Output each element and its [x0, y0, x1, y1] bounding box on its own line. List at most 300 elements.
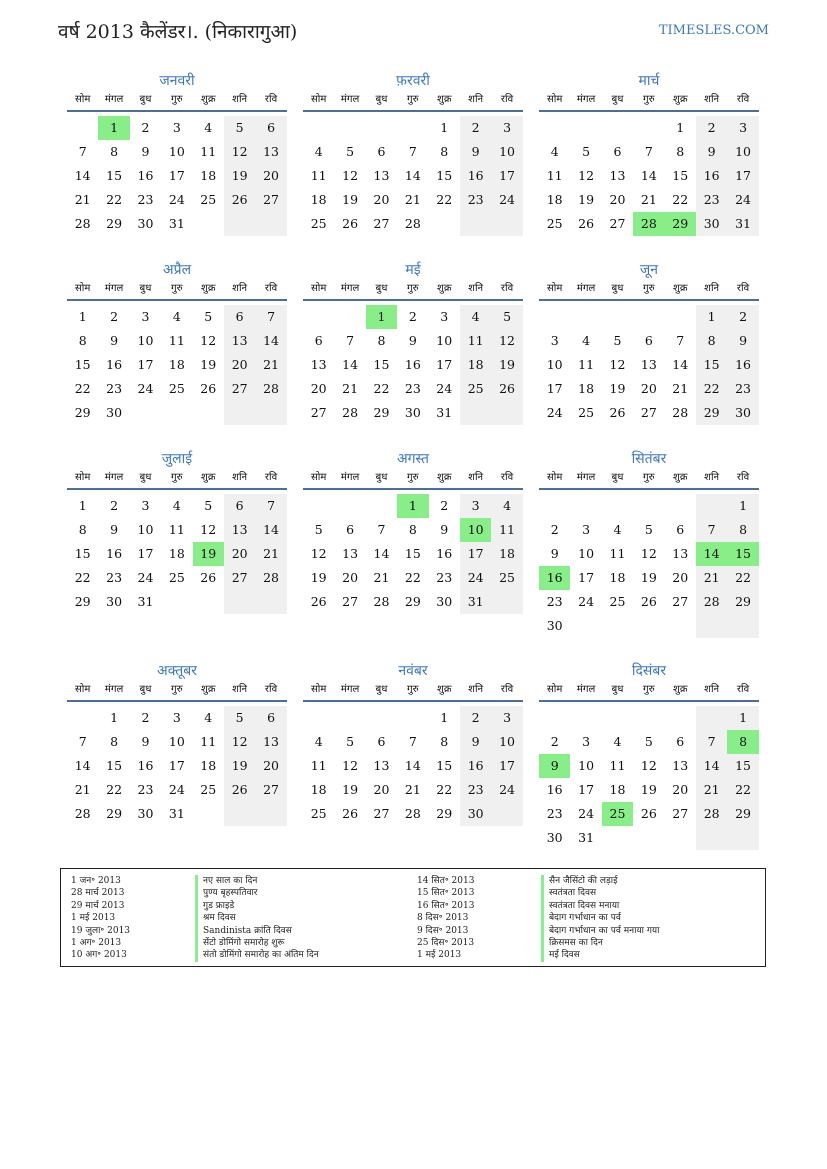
weekday-label: मंगल: [104, 94, 124, 105]
day-cell: 4: [204, 710, 213, 725]
day-cell: 1: [78, 498, 87, 513]
day-cell: 9: [110, 333, 119, 348]
day-cell: 12: [578, 168, 595, 183]
month-name: दिसंबर: [631, 663, 667, 679]
day-cell: 5: [204, 498, 213, 513]
weekday-label: बुध: [139, 472, 152, 483]
day-cell: 4: [550, 144, 559, 159]
empty-cell: [665, 826, 696, 850]
month-name: जुलाई: [161, 451, 193, 467]
day-cell: 7: [78, 734, 87, 749]
week-row: [539, 401, 759, 425]
month-name: अक्तूबर: [157, 663, 197, 679]
weekday-label: गुरु: [171, 472, 183, 483]
day-cell: 1: [696, 305, 727, 329]
empty-cell: [539, 305, 570, 329]
weekday-label: बुध: [611, 472, 624, 483]
day-cell: 12: [200, 522, 217, 537]
day-cell: 28: [255, 377, 286, 401]
site-link[interactable]: TIMESLES.COM: [658, 23, 769, 38]
day-cell: 2: [550, 734, 559, 749]
day-cell: 6: [676, 522, 685, 537]
week-row: [539, 140, 759, 164]
legend-row: [407, 875, 659, 887]
day-cell: 21: [404, 782, 421, 797]
day-cell: 25: [578, 405, 595, 420]
legend-row: [61, 925, 319, 937]
day-cell: 15: [727, 542, 758, 566]
day-cell: 23: [106, 570, 123, 585]
day-cell: 16: [460, 164, 491, 188]
day-cell: 5: [644, 522, 653, 537]
day-cell: 8: [696, 329, 727, 353]
week-row: [539, 590, 759, 614]
day-cell: 31: [168, 806, 185, 821]
day-cell: 21: [74, 192, 91, 207]
day-cell: 23: [546, 806, 563, 821]
day-cell: 12: [224, 140, 255, 164]
empty-cell: [255, 802, 286, 826]
weekday-label: रवि: [500, 684, 514, 695]
weekday-label: रवि: [500, 472, 514, 483]
day-cell: 12: [200, 333, 217, 348]
week-row: [303, 212, 523, 236]
day-cell: 23: [460, 778, 491, 802]
day-cell: 16: [106, 357, 123, 372]
day-cell: 22: [436, 782, 453, 797]
weekday-label: गुरु: [407, 283, 419, 294]
weekday-label: रवि: [500, 283, 514, 294]
day-cell: 20: [310, 381, 327, 396]
day-cell: 8: [440, 734, 449, 749]
weekday-label: शनि: [704, 472, 720, 483]
day-cell: 9: [539, 754, 570, 778]
legend-row: [61, 912, 319, 924]
day-cell: 11: [546, 168, 563, 183]
day-cell: 8: [377, 333, 386, 348]
day-cell: 24: [168, 782, 185, 797]
day-cell: 28: [404, 806, 421, 821]
day-cell: 26: [491, 377, 522, 401]
empty-cell: [460, 401, 491, 425]
weekday-label: मंगल: [104, 472, 124, 483]
day-cell: 25: [602, 802, 633, 826]
empty-cell: [130, 401, 161, 425]
day-cell: 7: [696, 518, 727, 542]
day-cell: 5: [204, 309, 213, 324]
month-name: अप्रैल: [162, 262, 192, 278]
day-cell: 29: [665, 212, 696, 236]
empty-cell: [570, 116, 601, 140]
empty-cell: [570, 305, 601, 329]
day-cell: 19: [640, 570, 657, 585]
day-cell: 10: [727, 140, 758, 164]
day-cell: 8: [110, 734, 119, 749]
day-cell: 20: [224, 542, 255, 566]
holiday-legend: [60, 868, 766, 967]
day-cell: 29: [696, 401, 727, 425]
day-cell: 12: [342, 168, 359, 183]
day-cell: 11: [578, 357, 595, 372]
day-cell: 8: [110, 144, 119, 159]
day-cell: 17: [578, 782, 595, 797]
day-cell: 4: [314, 734, 323, 749]
day-cell: 9: [460, 140, 491, 164]
day-cell: 30: [137, 216, 154, 231]
month-block: [539, 259, 759, 425]
weekday-label: गुरु: [407, 94, 419, 105]
day-cell: 7: [255, 494, 286, 518]
day-cell: 6: [644, 333, 653, 348]
weekday-label: शनि: [468, 283, 484, 294]
day-cell: 9: [727, 329, 758, 353]
day-cell: 11: [200, 144, 217, 159]
week-row: [539, 614, 759, 638]
week-row: [67, 164, 287, 188]
week-row: [67, 542, 287, 566]
weekday-label: शनि: [704, 283, 720, 294]
day-cell: 14: [74, 168, 91, 183]
weekday-header: [539, 682, 759, 702]
day-cell: 16: [696, 164, 727, 188]
day-cell: 10: [460, 518, 491, 542]
day-cell: 18: [310, 782, 327, 797]
day-cell: 1: [366, 305, 397, 329]
weekday-label: शुक्र: [673, 283, 688, 294]
month-block: [67, 70, 287, 236]
day-cell: 22: [404, 570, 421, 585]
week-row: [539, 706, 759, 730]
day-cell: 19: [310, 570, 327, 585]
legend-row: [407, 887, 659, 899]
month-name: सितंबर: [631, 451, 667, 467]
day-cell: 15: [404, 546, 421, 561]
week-row: [67, 754, 287, 778]
day-cell: 11: [310, 168, 327, 183]
day-cell: 12: [491, 329, 522, 353]
week-row: [539, 377, 759, 401]
day-cell: 30: [460, 802, 491, 826]
day-cell: 9: [460, 730, 491, 754]
day-cell: 24: [546, 405, 563, 420]
day-cell: 17: [491, 164, 522, 188]
day-cell: 17: [727, 164, 758, 188]
weekday-label: गुरु: [171, 684, 183, 695]
day-cell: 29: [436, 806, 453, 821]
day-cell: 5: [644, 734, 653, 749]
day-cell: 8: [727, 518, 758, 542]
empty-cell: [193, 802, 224, 826]
day-cell: 7: [408, 144, 417, 159]
legend-holiday-name: पुण्य बृहस्पतिवार: [195, 887, 257, 899]
day-cell: 3: [460, 494, 491, 518]
day-cell: 23: [404, 381, 421, 396]
legend-date: 14 सित॰ 2013: [417, 876, 475, 886]
weekday-header: [539, 92, 759, 112]
day-cell: 13: [672, 758, 689, 773]
day-cell: 7: [696, 730, 727, 754]
day-cell: 14: [696, 754, 727, 778]
day-cell: 1: [676, 120, 685, 135]
week-row: [67, 706, 287, 730]
day-cell: 10: [546, 357, 563, 372]
day-cell: 18: [460, 353, 491, 377]
day-cell: 3: [550, 333, 559, 348]
month-name: जनवरी: [159, 73, 195, 89]
legend-row: [61, 937, 319, 949]
day-cell: 29: [74, 594, 91, 609]
day-cell: 14: [255, 518, 286, 542]
empty-cell: [696, 614, 727, 638]
day-cell: 12: [609, 357, 626, 372]
week-row: [303, 590, 523, 614]
day-cell: 29: [106, 806, 123, 821]
weekday-label: मंगल: [340, 472, 360, 483]
day-cell: 24: [578, 806, 595, 821]
day-cell: 27: [672, 594, 689, 609]
day-cell: 3: [491, 706, 522, 730]
day-cell: 6: [224, 305, 255, 329]
day-cell: 26: [609, 405, 626, 420]
day-cell: 11: [491, 518, 522, 542]
day-cell: 1: [110, 710, 119, 725]
day-cell: 15: [696, 353, 727, 377]
empty-cell: [570, 494, 601, 518]
day-cell: 28: [672, 405, 689, 420]
empty-cell: [602, 494, 633, 518]
weekday-header: [303, 281, 523, 301]
weekday-label: मंगल: [340, 94, 360, 105]
day-cell: 21: [404, 192, 421, 207]
day-cell: 6: [346, 522, 355, 537]
weekday-label: मंगल: [104, 684, 124, 695]
day-cell: 22: [672, 192, 689, 207]
weekday-label: गुरु: [171, 283, 183, 294]
day-cell: 27: [224, 566, 255, 590]
day-cell: 8: [78, 522, 87, 537]
day-cell: 28: [633, 212, 664, 236]
day-cell: 28: [373, 594, 390, 609]
empty-cell: [633, 826, 664, 850]
empty-cell: [633, 116, 664, 140]
day-cell: 30: [106, 405, 123, 420]
day-cell: 17: [137, 357, 154, 372]
day-cell: 19: [342, 782, 359, 797]
empty-cell: [460, 212, 491, 236]
week-row: [303, 140, 523, 164]
day-cell: 20: [672, 570, 689, 585]
legend-row: [407, 925, 659, 937]
empty-cell: [224, 590, 255, 614]
empty-cell: [366, 494, 397, 518]
week-row: [303, 494, 523, 518]
weekday-label: शुक्र: [437, 94, 452, 105]
day-cell: 25: [546, 216, 563, 231]
weekday-header: [303, 682, 523, 702]
day-cell: 4: [314, 144, 323, 159]
day-cell: 18: [609, 570, 626, 585]
day-cell: 24: [578, 594, 595, 609]
week-row: [303, 329, 523, 353]
empty-cell: [696, 494, 727, 518]
day-cell: 4: [460, 305, 491, 329]
legend-holiday-name: बेदाग गर्भाधान का पर्व: [541, 912, 621, 924]
day-cell: 26: [310, 594, 327, 609]
week-row: [303, 401, 523, 425]
day-cell: 13: [255, 730, 286, 754]
month-block: [539, 70, 759, 236]
day-cell: 16: [436, 546, 453, 561]
day-cell: 22: [106, 782, 123, 797]
empty-cell: [539, 116, 570, 140]
day-cell: 11: [609, 546, 626, 561]
legend-column-left: [61, 875, 319, 962]
day-cell: 22: [696, 377, 727, 401]
empty-cell: [255, 590, 286, 614]
month-name: अगस्त: [396, 451, 429, 467]
month-block: [67, 660, 287, 826]
empty-cell: [161, 590, 192, 614]
day-cell: 25: [200, 782, 217, 797]
weekday-header: [67, 281, 287, 301]
empty-cell: [303, 305, 334, 329]
day-cell: 26: [200, 381, 217, 396]
day-cell: 17: [546, 381, 563, 396]
month-name: जून: [639, 262, 659, 278]
day-cell: 5: [491, 305, 522, 329]
weekday-label: शुक्र: [673, 94, 688, 105]
day-cell: 23: [696, 188, 727, 212]
weekday-label: शुक्र: [201, 94, 216, 105]
legend-date: 8 दिस॰ 2013: [417, 913, 469, 924]
weekday-label: सोम: [75, 94, 91, 105]
day-cell: 11: [200, 734, 217, 749]
day-cell: 30: [106, 594, 123, 609]
day-cell: 1: [440, 120, 449, 135]
legend-date: 16 सित॰ 2013: [417, 900, 475, 911]
day-cell: 30: [404, 405, 421, 420]
week-row: [67, 494, 287, 518]
day-cell: 11: [168, 333, 185, 348]
weekday-label: बुध: [611, 684, 624, 695]
day-cell: 13: [640, 357, 657, 372]
weekday-label: बुध: [375, 94, 388, 105]
week-row: [67, 188, 287, 212]
weekday-label: सोम: [75, 283, 91, 294]
month-name: मई: [405, 262, 421, 278]
day-cell: 31: [727, 212, 758, 236]
weekday-label: बुध: [375, 472, 388, 483]
day-cell: 20: [373, 192, 390, 207]
week-row: [67, 212, 287, 236]
week-row: [67, 140, 287, 164]
week-row: [539, 212, 759, 236]
day-cell: 14: [255, 329, 286, 353]
day-cell: 23: [727, 377, 758, 401]
week-row: [303, 778, 523, 802]
day-cell: 10: [578, 758, 595, 773]
day-cell: 29: [727, 590, 758, 614]
legend-date: 1 मई 2013: [71, 913, 116, 924]
day-cell: 22: [727, 778, 758, 802]
day-cell: 25: [168, 381, 185, 396]
day-cell: 21: [373, 570, 390, 585]
weekday-label: मंगल: [576, 283, 596, 294]
day-cell: 18: [578, 381, 595, 396]
day-cell: 12: [640, 758, 657, 773]
legend-holiday-name: सैन जैसिंटो की लड़ाई: [541, 875, 618, 887]
day-cell: 8: [408, 522, 417, 537]
empty-cell: [67, 706, 98, 730]
weekday-label: गुरु: [643, 472, 655, 483]
day-cell: 20: [255, 164, 286, 188]
day-cell: 2: [141, 120, 150, 135]
day-cell: 27: [255, 778, 286, 802]
day-cell: 25: [310, 216, 327, 231]
day-cell: 16: [460, 754, 491, 778]
day-cell: 26: [200, 570, 217, 585]
day-cell: 24: [436, 381, 453, 396]
day-cell: 11: [168, 522, 185, 537]
day-cell: 27: [342, 594, 359, 609]
day-cell: 16: [727, 353, 758, 377]
empty-cell: [397, 116, 428, 140]
empty-cell: [602, 614, 633, 638]
day-cell: 7: [78, 144, 87, 159]
day-cell: 25: [200, 192, 217, 207]
day-cell: 20: [255, 754, 286, 778]
empty-cell: [570, 706, 601, 730]
day-cell: 28: [696, 590, 727, 614]
empty-cell: [334, 494, 365, 518]
week-row: [67, 401, 287, 425]
day-cell: 14: [640, 168, 657, 183]
day-cell: 16: [106, 546, 123, 561]
weekday-label: मंगल: [340, 283, 360, 294]
day-cell: 13: [373, 168, 390, 183]
weekday-header: [67, 470, 287, 490]
week-row: [303, 542, 523, 566]
weekday-label: शनि: [468, 94, 484, 105]
day-cell: 29: [74, 405, 91, 420]
month-block: [539, 448, 759, 638]
day-cell: 3: [141, 309, 150, 324]
week-row: [67, 329, 287, 353]
day-cell: 30: [436, 594, 453, 609]
empty-cell: [303, 706, 334, 730]
empty-cell: [193, 590, 224, 614]
week-row: [67, 778, 287, 802]
empty-cell: [727, 826, 758, 850]
day-cell: 12: [310, 546, 327, 561]
month-block: [303, 660, 523, 826]
day-cell: 1: [397, 494, 428, 518]
day-cell: 19: [609, 381, 626, 396]
day-cell: 14: [672, 357, 689, 372]
week-row: [539, 305, 759, 329]
empty-cell: [602, 305, 633, 329]
day-cell: 2: [408, 309, 417, 324]
day-cell: 8: [78, 333, 87, 348]
empty-cell: [665, 706, 696, 730]
day-cell: 20: [224, 353, 255, 377]
empty-cell: [255, 401, 286, 425]
day-cell: 30: [546, 618, 563, 633]
day-cell: 13: [373, 758, 390, 773]
day-cell: 13: [672, 546, 689, 561]
legend-holiday-name: बेदाग गर्भाधान का पर्व मनाया गया: [541, 925, 659, 937]
day-cell: 28: [696, 802, 727, 826]
